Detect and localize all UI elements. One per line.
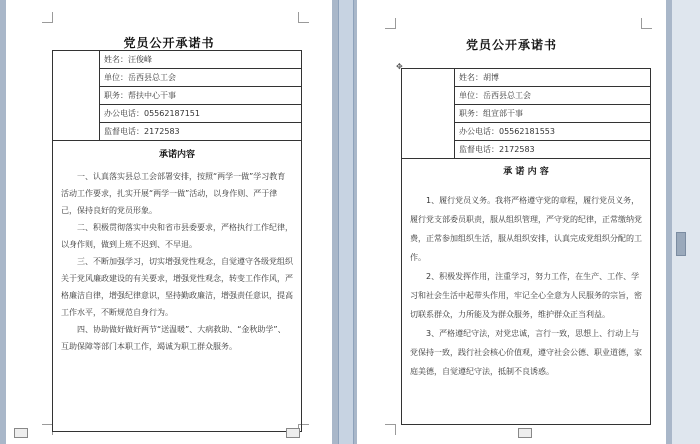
- promise-paragraph: 三、不断加强学习，切实增强党性观念，自觉遵守各级党组织关于党风廉政建设的有关要求，增强党性观念，转变工作作风，严格廉洁自律，增强纪律意识，坚持勤政廉洁，增强责任意识，提高工作水平，不断规范自身行为。: [61, 257, 293, 317]
- document-title: 党员公开承诺书: [465, 38, 557, 52]
- page-gutter: [338, 0, 354, 444]
- promise-paragraph: 2、积极发挥作用，注重学习，努力工作，在生产、工作、学习和社会生活中起带头作用，牢记全心全意为人民服务的宗旨，密切联系群众，力所能及为群众服务，维护群众正当利益。: [410, 272, 642, 319]
- unit-field: 单位：岳西县总工会: [455, 87, 651, 105]
- page-corner-mark: [298, 12, 309, 23]
- position-field: 职务：帮扶中心干事: [100, 87, 302, 105]
- photo-cell: [53, 51, 100, 141]
- promise-content-box: [401, 158, 651, 425]
- name-field: 姓名：汪俊峰: [100, 51, 302, 69]
- promise-content-box: [52, 141, 302, 432]
- promise-paragraph: 一、认真落实县总工会部署安排，按照“两学一做”学习教育活动工作要求，扎实开展“两学一做”活动，以身作则、严于律己，保持良好的党员形象。: [61, 172, 286, 215]
- promise-paragraph: 1、履行党员义务。我将严格遵守党的章程，履行党员义务，履行党支部委员职责，服从组织管理，严守党的纪律，正常缴纳党费，正常参加组织生活，服从组织安排，认真完成党组织分配的工作。: [410, 196, 642, 262]
- supervision-phone-field: 监督电话：2172583: [100, 123, 302, 141]
- position-field: 职务：组宣部干事: [455, 105, 651, 123]
- document-page-right: [357, 0, 666, 444]
- supervision-phone-field: 监督电话：2172583: [455, 141, 651, 159]
- page-corner-mark: [385, 18, 396, 29]
- table-move-handle-icon[interactable]: ✥: [396, 62, 403, 71]
- phone-field: 办公电话：05562181553: [455, 123, 651, 141]
- promise-paragraph: 四、协助做好做好两节“送温暖”、大病救助、“金秋助学”、互助保障等部门本职工作，竭诚为职工群众服务。: [61, 325, 286, 351]
- info-table: [52, 50, 302, 141]
- page-break-marker-icon: [286, 428, 300, 438]
- phone-field: 办公电话：05562187151: [100, 105, 302, 123]
- document-page-left: [6, 0, 332, 444]
- document-title: 党员公开承诺书: [123, 36, 215, 50]
- scrollbar-thumb[interactable]: [676, 232, 686, 256]
- photo-cell: [402, 69, 455, 159]
- unit-field: 单位：岳西县总工会: [100, 69, 302, 87]
- page-break-marker-icon: [518, 428, 532, 438]
- page-break-marker-icon: [14, 428, 28, 438]
- page-corner-mark: [385, 424, 396, 435]
- promise-paragraph: 3、严格遵纪守法，对党忠诚，言行一致，思想上、行动上与党保持一致，践行社会核心价值观，遵守社会公德、职业道德，家庭美德，自觉遵纪守法，抵制不良诱惑。: [410, 329, 642, 376]
- info-table: [401, 68, 651, 159]
- promise-paragraph: 二、积极贯彻落实中央和省市县委要求，严格执行工作纪律，以身作则，做到上班不迟到、不早退。: [61, 223, 293, 249]
- page-corner-mark: [641, 18, 652, 29]
- promise-heading: 承 诺 内 容: [503, 167, 549, 177]
- promise-heading: 承诺内容: [158, 150, 195, 160]
- name-field: 姓名：胡博: [455, 69, 651, 87]
- page-corner-mark: [42, 12, 53, 23]
- vertical-scrollbar[interactable]: [672, 0, 700, 444]
